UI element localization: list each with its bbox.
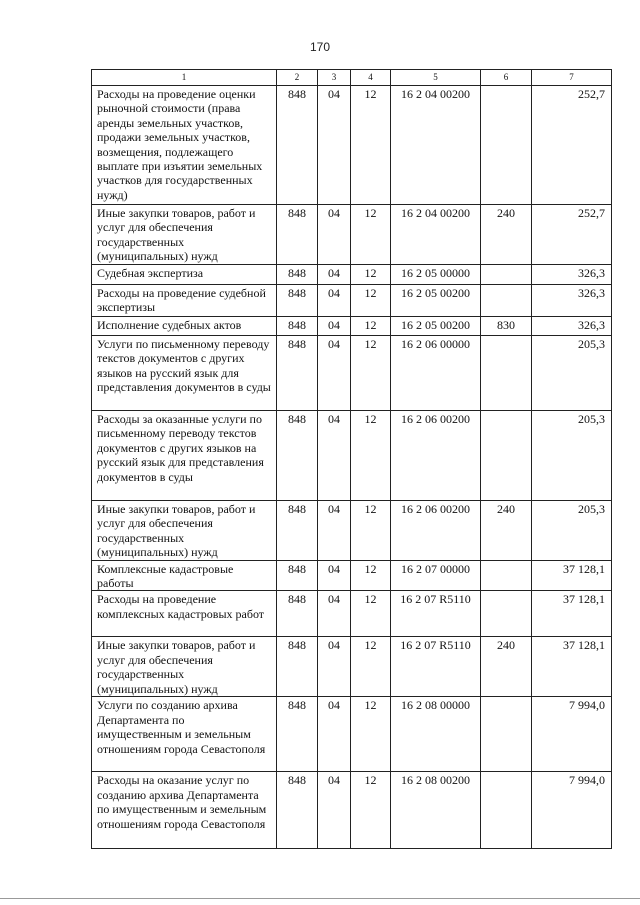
- row-sum: 37 128,1: [532, 637, 612, 697]
- row-grbs: 848: [277, 285, 318, 317]
- table-row: [92, 637, 612, 697]
- row-name: Расходы на проведение судебной экспертизы: [92, 285, 277, 317]
- row-rz: 04: [318, 265, 351, 285]
- row-name: Расходы на проведение комплексных кадастровых работ: [92, 591, 277, 637]
- budget-table: [91, 69, 612, 849]
- header-col-7: 7: [532, 70, 612, 86]
- row-grbs: 848: [277, 697, 318, 772]
- row-sum: 326,3: [532, 265, 612, 285]
- table-row: [92, 317, 612, 336]
- row-pr: 12: [351, 86, 391, 205]
- row-sum: 37 128,1: [532, 560, 612, 591]
- row-name: Расходы на оказание услуг по созданию архива Департамента по имущественным и земельным отношениям города Севастополя: [92, 772, 277, 849]
- row-pr: 12: [351, 205, 391, 265]
- header-col-5: 5: [391, 70, 481, 86]
- row-pr: 12: [351, 501, 391, 561]
- row-csr: 16 2 04 00200: [391, 205, 481, 265]
- row-name: Судебная экспертиза: [92, 265, 277, 285]
- row-vr: [481, 591, 532, 637]
- row-sum: 205,3: [532, 501, 612, 561]
- header-col-4: 4: [351, 70, 391, 86]
- row-rz: 04: [318, 285, 351, 317]
- row-grbs: 848: [277, 265, 318, 285]
- table-row: [92, 336, 612, 411]
- row-vr: 240: [481, 205, 532, 265]
- row-vr: 240: [481, 637, 532, 697]
- row-csr: 16 2 05 00200: [391, 317, 481, 336]
- row-csr: 16 2 06 00000: [391, 336, 481, 411]
- row-grbs: 848: [277, 336, 318, 411]
- row-pr: 12: [351, 265, 391, 285]
- row-pr: 12: [351, 591, 391, 637]
- row-grbs: 848: [277, 637, 318, 697]
- header-col-3: 3: [318, 70, 351, 86]
- table-row: [92, 591, 612, 637]
- row-sum: 326,3: [532, 317, 612, 336]
- table-row: [92, 501, 612, 561]
- row-vr: [481, 86, 532, 205]
- row-grbs: 848: [277, 205, 318, 265]
- row-grbs: 848: [277, 560, 318, 591]
- row-pr: 12: [351, 285, 391, 317]
- row-rz: 04: [318, 205, 351, 265]
- row-csr: 16 2 06 00200: [391, 501, 481, 561]
- row-rz: 04: [318, 697, 351, 772]
- row-vr: [481, 265, 532, 285]
- row-rz: 04: [318, 591, 351, 637]
- row-vr: [481, 285, 532, 317]
- row-sum: 7 994,0: [532, 697, 612, 772]
- row-sum: 205,3: [532, 411, 612, 501]
- row-rz: 04: [318, 501, 351, 561]
- row-name: Иные закупки товаров, работ и услуг для обеспечения государственных (муниципальных) нужд: [92, 205, 277, 265]
- row-rz: 04: [318, 317, 351, 336]
- row-rz: 04: [318, 637, 351, 697]
- row-grbs: 848: [277, 591, 318, 637]
- row-vr: 830: [481, 317, 532, 336]
- row-vr: [481, 336, 532, 411]
- row-name: Комплексные кадастровые работы: [92, 560, 277, 591]
- row-name: Услуги по письменному переводу текстов документов с других языков на русский язык для представления документов в суды: [92, 336, 277, 411]
- row-name: Услуги по созданию архива Департамента по имущественным и земельным отношениям города Севастополя: [92, 697, 277, 772]
- row-csr: 16 2 08 00000: [391, 697, 481, 772]
- row-sum: 252,7: [532, 86, 612, 205]
- row-pr: 12: [351, 560, 391, 591]
- row-vr: 240: [481, 501, 532, 561]
- table-row: [92, 560, 612, 591]
- row-grbs: 848: [277, 772, 318, 849]
- row-name: Расходы на проведение оценки рыночной стоимости (права аренды земельных участков, продажи земельных участков, возмещения, подлежащего выплате при изъятии земельных участков для государственных нужд): [92, 86, 277, 205]
- page-bottom-edge: [0, 898, 640, 899]
- table-row: [92, 697, 612, 772]
- row-csr: 16 2 07 R5110: [391, 591, 481, 637]
- row-csr: 16 2 07 00000: [391, 560, 481, 591]
- header-col-6: 6: [481, 70, 532, 86]
- table-row: [92, 285, 612, 317]
- row-csr: 16 2 05 00000: [391, 265, 481, 285]
- row-name: Исполнение судебных актов: [92, 317, 277, 336]
- row-pr: 12: [351, 637, 391, 697]
- row-name: Иные закупки товаров, работ и услуг для обеспечения государственных (муниципальных) нужд: [92, 501, 277, 561]
- row-rz: 04: [318, 560, 351, 591]
- row-vr: [481, 560, 532, 591]
- header-col-1: 1: [92, 70, 277, 86]
- row-grbs: 848: [277, 317, 318, 336]
- table-row: [92, 205, 612, 265]
- row-csr: 16 2 08 00200: [391, 772, 481, 849]
- row-grbs: 848: [277, 86, 318, 205]
- table-row: [92, 86, 612, 205]
- page-number: 170: [309, 40, 331, 54]
- row-csr: 16 2 07 R5110: [391, 637, 481, 697]
- row-sum: 326,3: [532, 285, 612, 317]
- row-sum: 205,3: [532, 336, 612, 411]
- row-pr: 12: [351, 336, 391, 411]
- row-csr: 16 2 06 00200: [391, 411, 481, 501]
- row-rz: 04: [318, 86, 351, 205]
- row-name: Расходы за оказанные услуги по письменному переводу текстов документов с других языков на русский язык для представления документов в суды: [92, 411, 277, 501]
- row-sum: 37 128,1: [532, 591, 612, 637]
- row-vr: [481, 411, 532, 501]
- table-row: [92, 772, 612, 849]
- row-csr: 16 2 05 00200: [391, 285, 481, 317]
- table-row: [92, 411, 612, 501]
- row-sum: 252,7: [532, 205, 612, 265]
- row-pr: 12: [351, 772, 391, 849]
- row-pr: 12: [351, 697, 391, 772]
- row-csr: 16 2 04 00200: [391, 86, 481, 205]
- table-row: [92, 265, 612, 285]
- row-sum: 7 994,0: [532, 772, 612, 849]
- row-grbs: 848: [277, 411, 318, 501]
- row-vr: [481, 697, 532, 772]
- row-pr: 12: [351, 317, 391, 336]
- budget-table-container: [91, 69, 611, 849]
- row-name: Иные закупки товаров, работ и услуг для обеспечения государственных (муниципальных) нужд: [92, 637, 277, 697]
- row-rz: 04: [318, 336, 351, 411]
- row-pr: 12: [351, 411, 391, 501]
- header-col-2: 2: [277, 70, 318, 86]
- row-grbs: 848: [277, 501, 318, 561]
- header-row: [92, 70, 612, 86]
- row-rz: 04: [318, 772, 351, 849]
- row-rz: 04: [318, 411, 351, 501]
- row-vr: [481, 772, 532, 849]
